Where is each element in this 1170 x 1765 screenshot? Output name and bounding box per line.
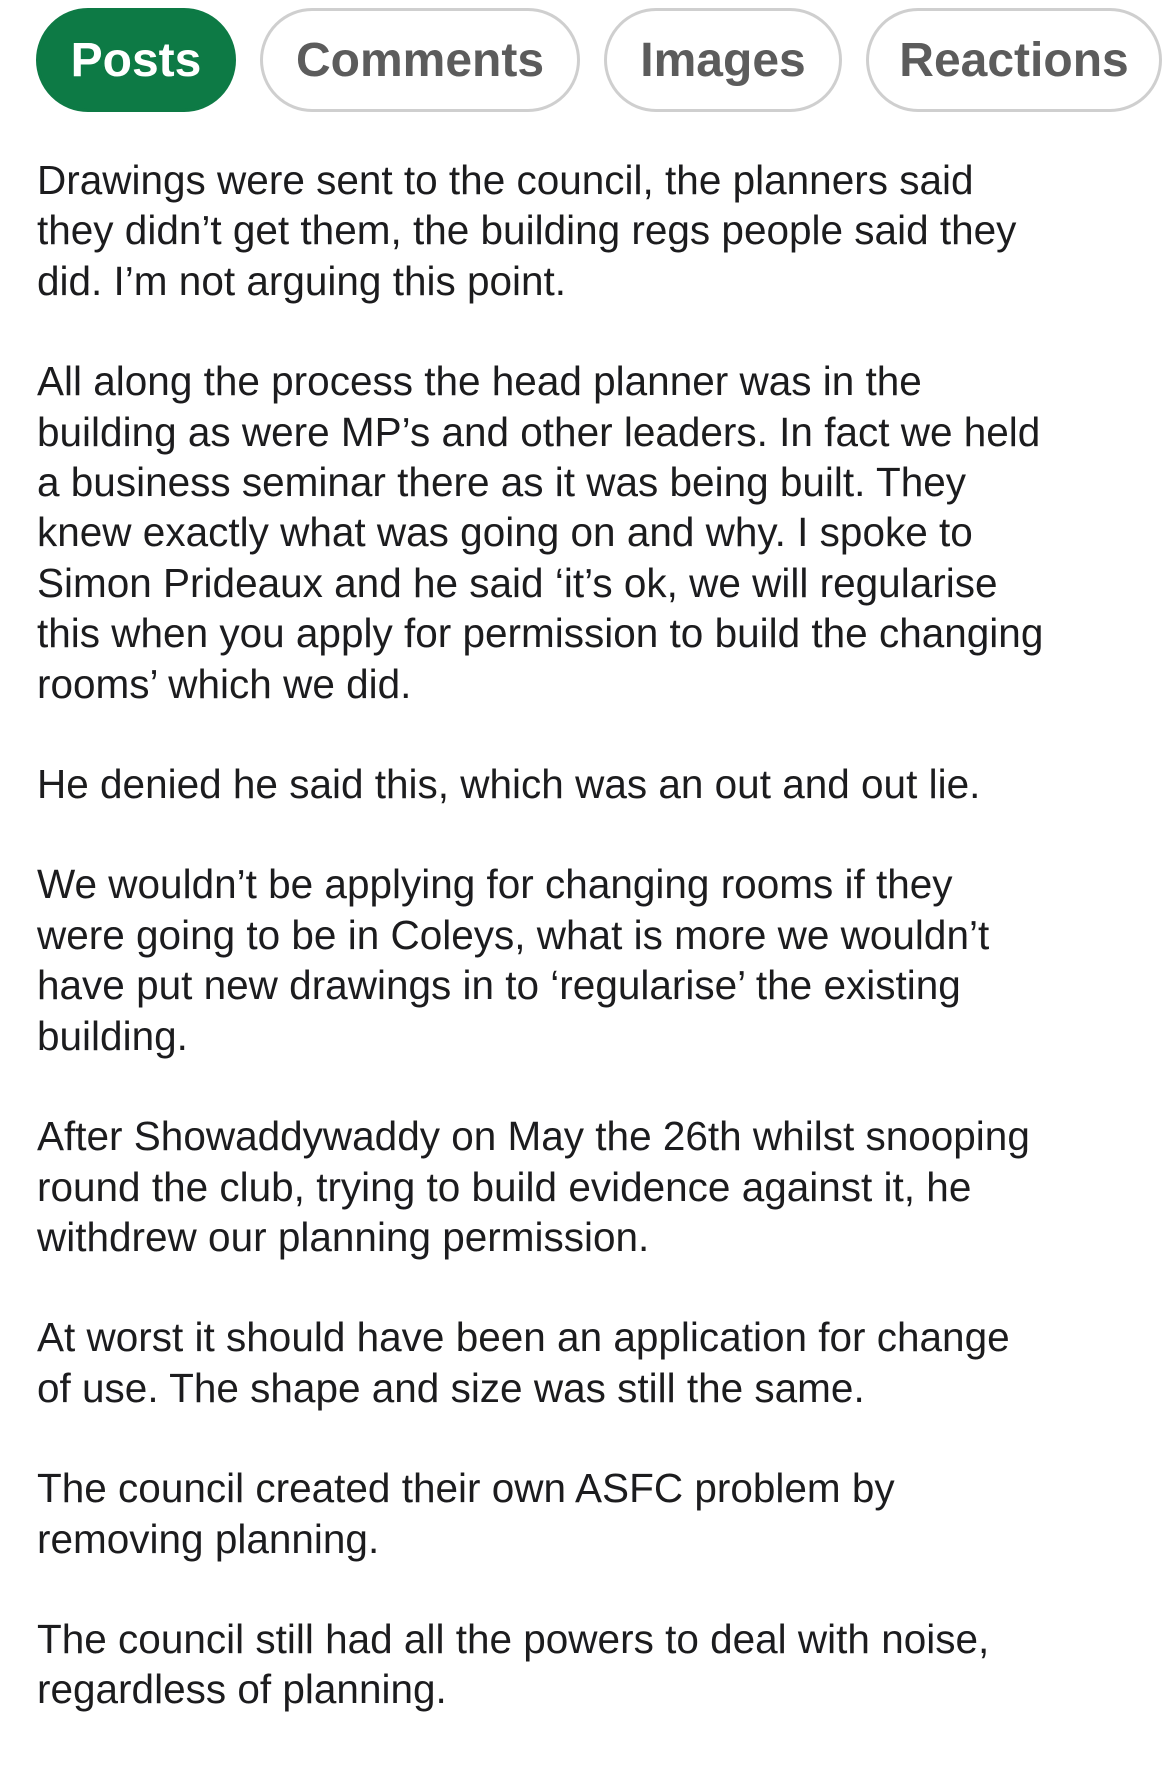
tab-posts[interactable]: Posts bbox=[36, 8, 236, 112]
post-line: building as were MP’s and other leaders. In fact we held bbox=[37, 408, 1041, 455]
post-body bbox=[37, 155, 1147, 1765]
post-line: they didn’t get them, the building regs people said they bbox=[37, 207, 1017, 254]
tab-comments[interactable]: Comments bbox=[260, 8, 580, 112]
post-line: The council still had all the powers to deal with noise, bbox=[37, 1615, 990, 1662]
post-line: All along the process the head planner was in the bbox=[37, 358, 922, 405]
tab-reactions[interactable]: Reactions bbox=[866, 8, 1162, 112]
post-line: removing planning. bbox=[37, 1515, 380, 1562]
post-line: withdrew our planning permission. bbox=[37, 1213, 650, 1260]
post-paragraph-6 bbox=[37, 1312, 1147, 1413]
post-line: this when you apply for permission to build the changing bbox=[37, 610, 1044, 657]
post-line: We wouldn’t be applying for changing rooms if they bbox=[37, 861, 953, 908]
post-line: of use. The shape and size was still the same. bbox=[37, 1364, 865, 1411]
post-line: were going to be in Coleys, what is more we wouldn’t bbox=[37, 911, 990, 958]
post-line: have put new drawings in to ‘regularise’ the existing bbox=[37, 962, 961, 1009]
tab-images[interactable]: Images bbox=[604, 8, 842, 112]
post-line: At worst it should have been an application for change bbox=[37, 1314, 1010, 1361]
post-line: round the club, trying to build evidence against it, he bbox=[37, 1163, 972, 1210]
post-line: Simon Prideaux and he said ‘it’s ok, we will regularise bbox=[37, 559, 998, 606]
post-paragraph-7 bbox=[37, 1463, 1147, 1564]
post-paragraph-4 bbox=[37, 859, 1147, 1061]
post-line: He denied he said this, which was an out and out lie. bbox=[37, 761, 981, 808]
post-line: building. bbox=[37, 1012, 188, 1059]
post-line: The council created their own ASFC problem by bbox=[37, 1465, 895, 1512]
post-paragraph-8 bbox=[37, 1614, 1147, 1715]
post-line: did. I’m not arguing this point. bbox=[37, 257, 567, 304]
post-line: a business seminar there as it was being built. They bbox=[37, 459, 966, 506]
post-paragraph-2 bbox=[37, 356, 1147, 709]
post-line: knew exactly what was going on and why. I spoke to bbox=[37, 509, 973, 556]
post-line: After Showaddywaddy on May the 26th whilst snooping bbox=[37, 1113, 1030, 1160]
post-line: Drawings were sent to the council, the planners said bbox=[37, 157, 974, 203]
post-paragraph-1 bbox=[37, 155, 1147, 306]
tab-bar bbox=[36, 8, 1162, 112]
post-line: regardless of planning. bbox=[37, 1666, 447, 1713]
post-paragraph-3 bbox=[37, 759, 1147, 809]
post-paragraph-5 bbox=[37, 1111, 1147, 1262]
post-line: rooms’ which we did. bbox=[37, 660, 412, 707]
